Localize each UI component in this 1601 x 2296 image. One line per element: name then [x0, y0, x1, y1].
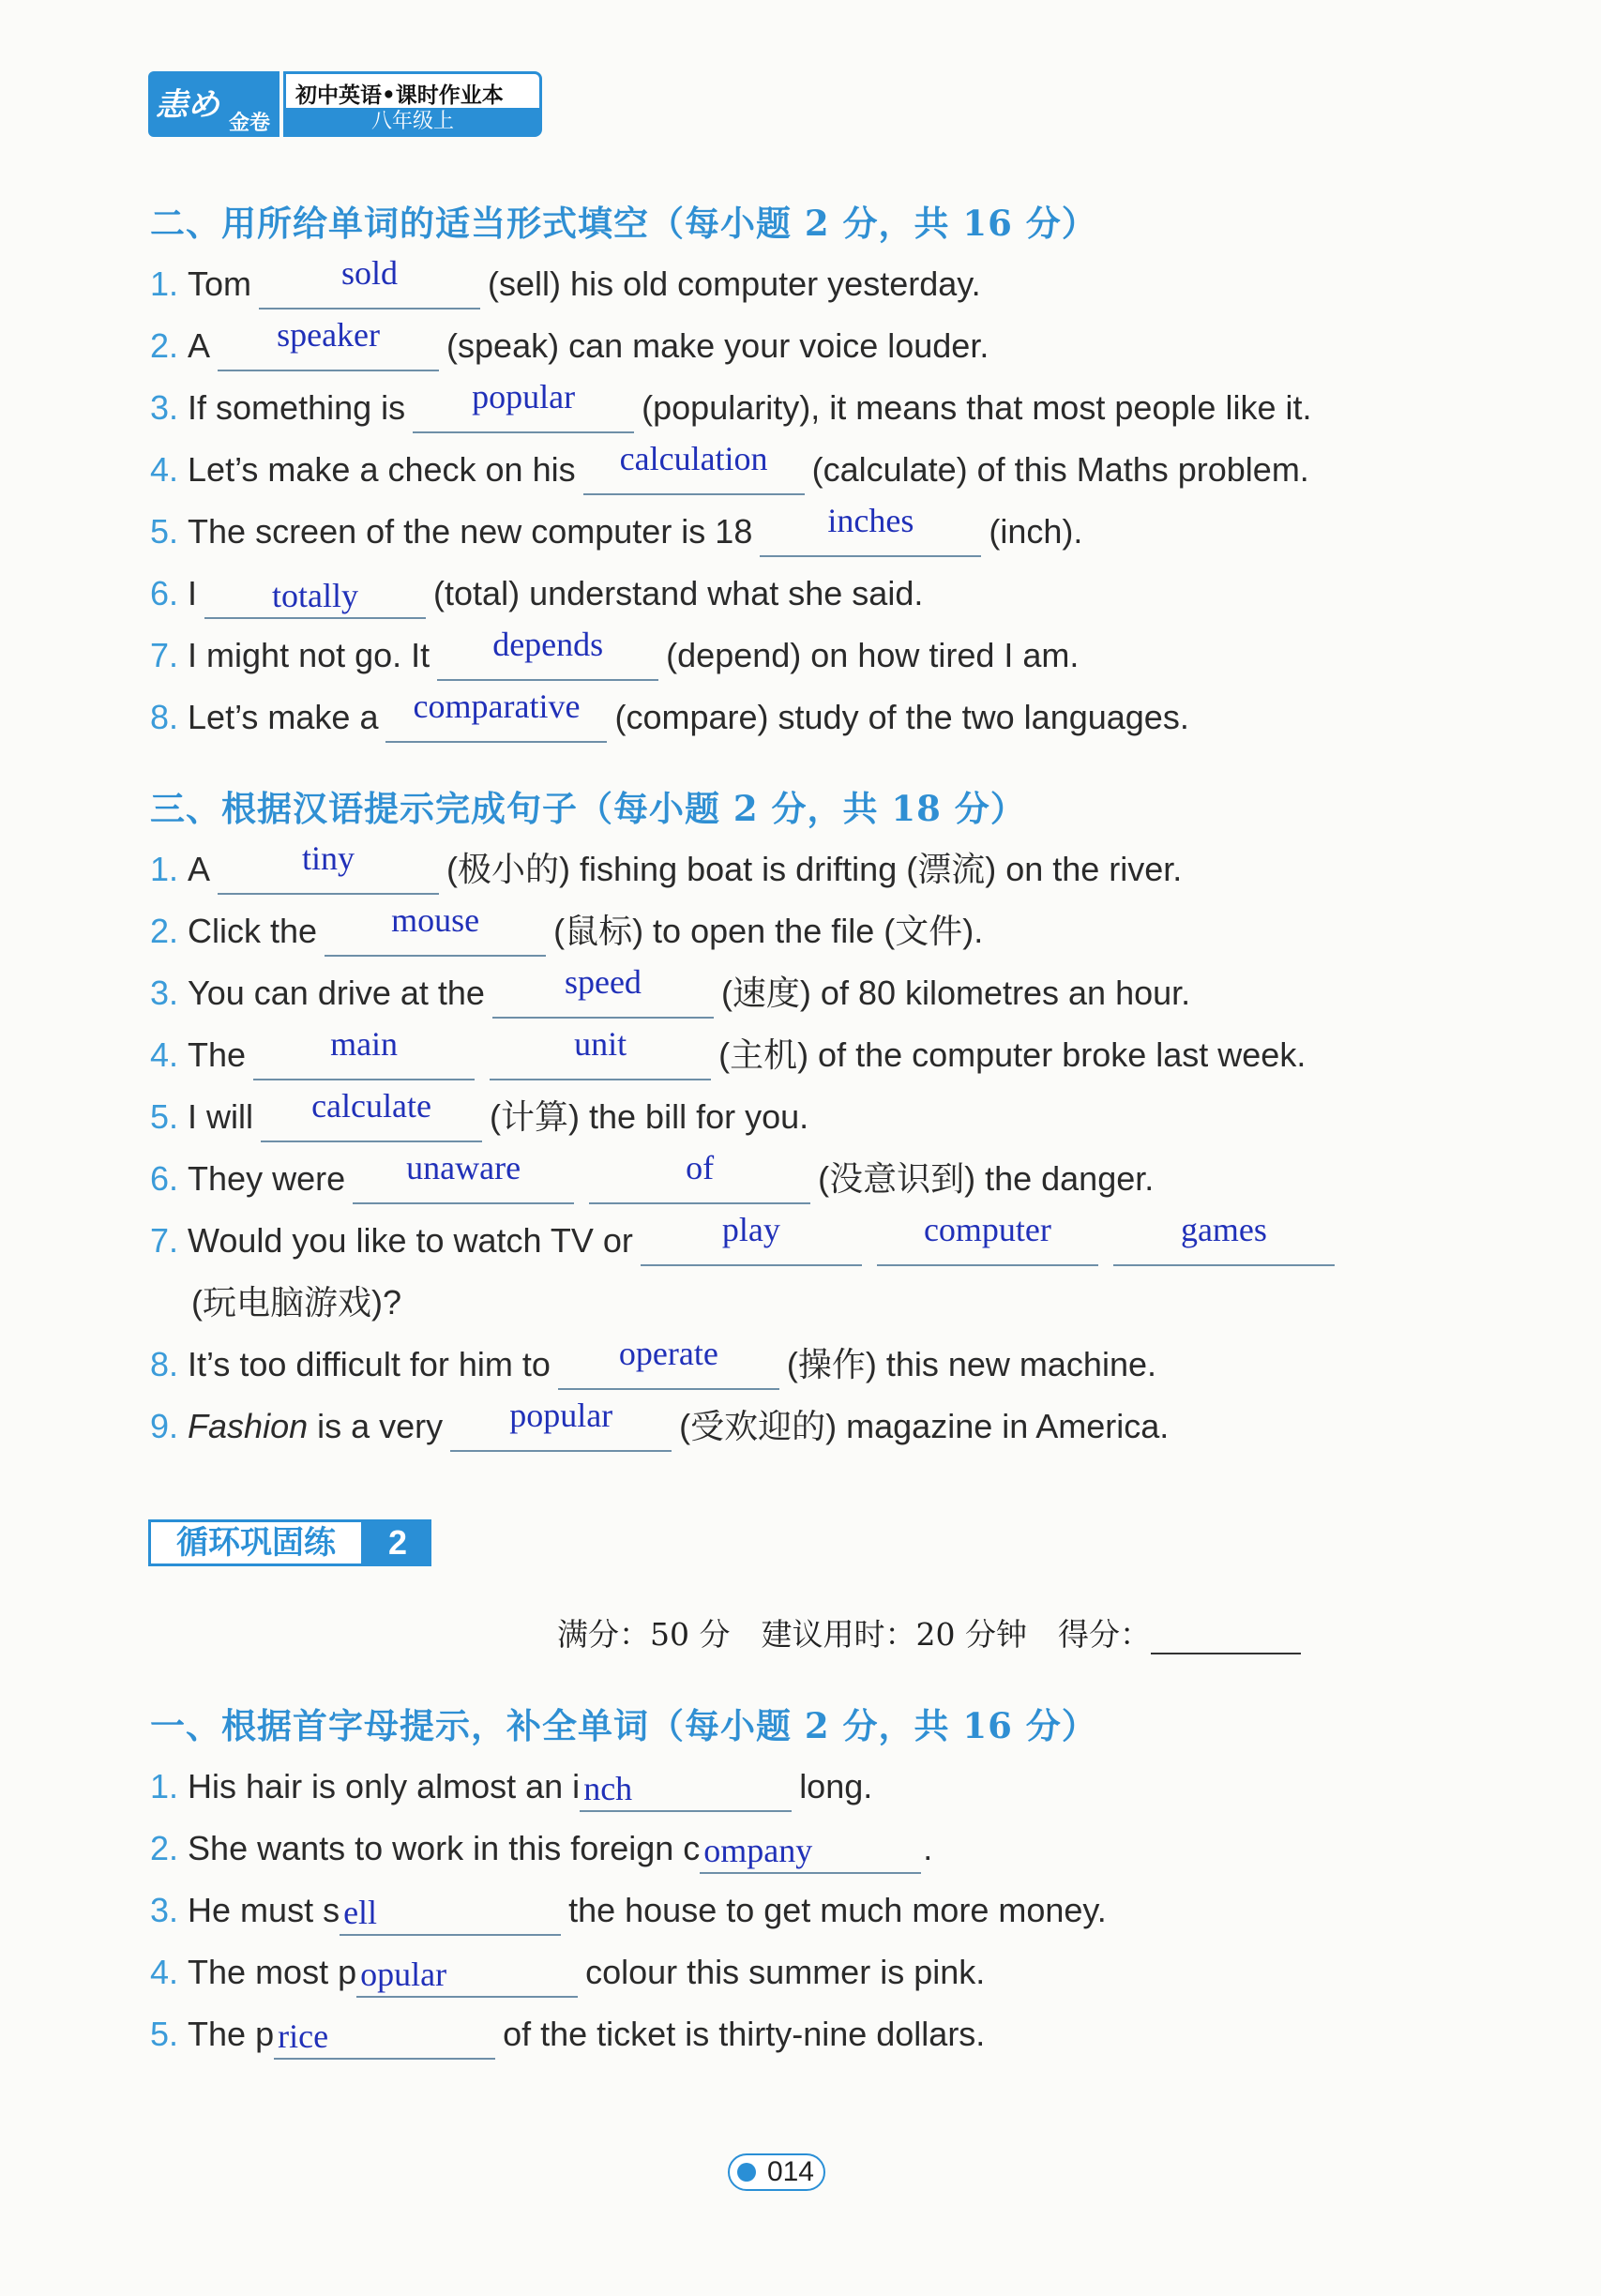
magazine-name: Fashion	[188, 1407, 309, 1445]
item-text: (速度) of 80 kilometres an hour.	[720, 974, 1191, 1012]
answer-text: computer	[923, 1211, 1051, 1248]
answer-text: speed	[564, 963, 642, 1001]
item-text: It’s too difficult for him to	[188, 1345, 551, 1383]
s3-item-2	[150, 901, 984, 957]
item-text: The screen of the new computer is 18	[188, 512, 753, 551]
item-text: If something is	[188, 388, 406, 427]
brand-name: 恚め	[156, 86, 219, 124]
item-number: 4.	[150, 1035, 179, 1074]
answer-text: games	[1180, 1211, 1267, 1248]
item-text: I will	[188, 1097, 254, 1136]
item-number: 6.	[150, 574, 179, 612]
item-text: A	[188, 326, 211, 365]
badge-number: 2	[364, 1519, 431, 1566]
item-number: 5.	[150, 1097, 179, 1136]
item-number: 8.	[150, 1345, 179, 1383]
item-text: (speak) can make your voice louder.	[446, 326, 989, 365]
item-text: (没意识到) the danger.	[818, 1159, 1155, 1198]
page-number	[728, 2153, 825, 2191]
answer-text: calculate	[311, 1087, 431, 1125]
answer-blank[interactable]	[580, 1763, 792, 1812]
answer-text: of	[686, 1149, 715, 1186]
item-text: (calculate) of this Maths problem.	[811, 450, 1309, 489]
book-title-block	[283, 71, 542, 137]
item-text: (popularity), it means that most people like it.	[642, 388, 1312, 427]
item-text: Tom	[188, 264, 252, 303]
item-number: 2.	[150, 912, 179, 950]
answer-text: depends	[492, 626, 604, 663]
header-logo	[148, 71, 542, 137]
answer-text: rice	[278, 2017, 329, 2055]
answer-text: totally	[272, 577, 359, 614]
book-title: 初中英语•课时作业本	[295, 83, 504, 108]
score-text: 满分：50 分 建议用时：20 分钟 得分：	[557, 1616, 1151, 1653]
item-text: Let’s make a	[188, 698, 379, 736]
item-text: (极小的) fishing boat is drifting (漂流) on the river.	[446, 850, 1183, 888]
section-1-title: 一、根据首字母提示，补全单词（每小题 2 分，共 16 分）	[150, 1705, 1097, 1746]
answer-text: sold	[341, 254, 399, 292]
item-text: The	[188, 1035, 247, 1074]
item-text: long.	[799, 1767, 873, 1805]
answer-blank[interactable]	[204, 570, 426, 619]
section-3-title: 三、根据汉语提示完成句子（每小题 2 分，共 18 分）	[150, 788, 1026, 829]
answer-text: operate	[618, 1335, 718, 1372]
answer-blank[interactable]	[877, 1211, 1098, 1266]
answer-blank[interactable]	[641, 1211, 862, 1266]
s2-item-8	[150, 687, 1189, 743]
answer-text: popular	[509, 1397, 613, 1434]
score-line	[557, 1610, 1301, 1654]
answer-text: ell	[343, 1894, 378, 1931]
item-text: (计算) the bill for you.	[490, 1097, 809, 1136]
item-text: He must s	[188, 1891, 340, 1929]
answer-text: unaware	[406, 1149, 521, 1186]
item-text: I	[188, 574, 198, 612]
answer-text: mouse	[391, 901, 480, 939]
answer-text: calculation	[619, 440, 768, 477]
item-number: 2.	[150, 326, 179, 365]
answer-blank[interactable]	[253, 1025, 475, 1080]
s2-item-5	[150, 502, 1083, 557]
answer-blank[interactable]	[385, 687, 607, 743]
item-number: 6.	[150, 1159, 179, 1198]
item-text: (sell) his old computer yesterday.	[488, 264, 981, 303]
answer-blank[interactable]	[700, 1825, 921, 1874]
answer-blank[interactable]	[437, 626, 658, 681]
answer-text: unit	[574, 1025, 627, 1063]
item-text: (受欢迎的) magazine in America.	[679, 1407, 1170, 1445]
answer-text: main	[330, 1025, 399, 1063]
item-number: 4.	[150, 1953, 179, 1991]
item-text: (鼠标) to open the file (文件).	[553, 912, 984, 950]
answer-text: tiny	[302, 839, 355, 877]
item-text: You can drive at the	[188, 974, 485, 1012]
answer-blank[interactable]	[259, 254, 480, 310]
item-number: 8.	[150, 698, 179, 736]
answer-blank[interactable]	[218, 839, 439, 895]
answer-text: play	[721, 1211, 780, 1248]
s3-item-1	[150, 839, 1183, 895]
answer-text: speaker	[277, 316, 381, 354]
item-text: (depend) on how tired I am.	[666, 636, 1080, 674]
item-text: (total) understand what she said.	[433, 574, 924, 612]
item-text: the house to get much more money.	[568, 1891, 1107, 1929]
item-text: (compare) study of the two languages.	[614, 698, 1189, 736]
s3-item-4	[150, 1025, 1306, 1080]
item-number: 3.	[150, 1891, 179, 1929]
item-number: 3.	[150, 388, 179, 427]
item-text: (inch).	[989, 512, 1083, 551]
s3-item-8	[150, 1335, 1156, 1390]
item-number: 9.	[150, 1407, 179, 1445]
answer-blank[interactable]	[589, 1149, 810, 1204]
item-text: (主机) of the computer broke last week.	[718, 1035, 1306, 1074]
item-text: .	[923, 1829, 933, 1867]
answer-blank[interactable]	[492, 963, 714, 1019]
answer-text: comparative	[413, 687, 581, 725]
answer-text: ompany	[703, 1832, 813, 1869]
s3-item-5	[150, 1087, 809, 1142]
item-text: of the ticket is thirty-nine dollars.	[503, 2015, 986, 2053]
item-text: (操作) this new machine.	[786, 1345, 1156, 1383]
s2-item-7	[150, 626, 1080, 681]
s3-item-9	[150, 1397, 1170, 1452]
item-number: 1.	[150, 264, 179, 303]
answer-blank[interactable]	[218, 316, 439, 371]
s1-item-3	[150, 1885, 1107, 1936]
s2-item-2	[150, 316, 989, 371]
s3-item-7-continued	[191, 1277, 401, 1328]
item-text: The p	[188, 2015, 275, 2053]
item-text: She wants to work in this foreign c	[188, 1829, 701, 1867]
s3-item-3	[150, 963, 1191, 1019]
score-blank[interactable]	[1151, 1617, 1301, 1654]
item-number: 7.	[150, 636, 179, 674]
item-number: 3.	[150, 974, 179, 1012]
page-dot-icon	[737, 2163, 756, 2182]
s3-item-6	[150, 1149, 1155, 1204]
s2-item-6	[150, 568, 923, 619]
item-text: Would you like to watch TV or	[188, 1221, 633, 1260]
answer-text: opular	[360, 1956, 447, 1993]
answer-blank[interactable]	[274, 2011, 495, 2060]
item-number: 7.	[150, 1221, 179, 1260]
answer-text: popular	[472, 378, 576, 415]
answer-blank[interactable]	[356, 1949, 578, 1998]
item-text: The most p	[188, 1953, 357, 1991]
grade-label: 八年级上	[286, 108, 539, 134]
item-text: I might not go. It	[188, 636, 430, 674]
s1-item-4	[150, 1947, 985, 1998]
s2-item-3	[150, 378, 1312, 433]
answer-blank[interactable]	[760, 502, 981, 557]
answer-blank[interactable]	[450, 1397, 672, 1452]
answer-blank[interactable]	[413, 378, 634, 433]
item-number: 5.	[150, 512, 179, 551]
s3-item-7	[150, 1211, 1342, 1266]
item-text: A	[188, 850, 211, 888]
item-text: (玩电脑游戏)?	[191, 1283, 401, 1322]
answer-blank[interactable]	[261, 1087, 482, 1142]
s1-item-1	[150, 1761, 872, 1812]
answer-blank[interactable]	[1113, 1211, 1335, 1266]
answer-blank[interactable]	[583, 440, 805, 495]
answer-blank[interactable]	[340, 1887, 561, 1936]
item-text: Let’s make a check on his	[188, 450, 576, 489]
item-number: 2.	[150, 1829, 179, 1867]
brand-sub: 金卷	[229, 111, 271, 135]
answer-blank[interactable]	[558, 1335, 779, 1390]
item-text: colour this summer is pink.	[585, 1953, 986, 1991]
badge-label: 循环巩固练	[148, 1519, 364, 1566]
page-number-text: 014	[766, 2156, 814, 2187]
s2-item-1	[150, 254, 981, 310]
answer-text: nch	[583, 1770, 633, 1807]
item-number: 1.	[150, 850, 179, 888]
answer-blank[interactable]	[325, 901, 546, 957]
item-number: 4.	[150, 450, 179, 489]
answer-text: inches	[827, 502, 914, 539]
section-2-title: 二、用所给单词的适当形式填空（每小题 2 分，共 16 分）	[150, 203, 1097, 244]
answer-blank[interactable]	[353, 1149, 574, 1204]
brand-block	[148, 71, 279, 137]
s1-item-5	[150, 2009, 985, 2060]
s2-item-4	[150, 440, 1309, 495]
answer-blank[interactable]	[490, 1025, 711, 1080]
item-number: 5.	[150, 2015, 179, 2053]
item-text: His hair is only almost an i	[188, 1767, 581, 1805]
item-text: Click the	[188, 912, 318, 950]
item-text: is a very	[317, 1407, 444, 1445]
item-number: 1.	[150, 1767, 179, 1805]
s1-item-2	[150, 1823, 932, 1874]
item-text: They were	[188, 1159, 346, 1198]
